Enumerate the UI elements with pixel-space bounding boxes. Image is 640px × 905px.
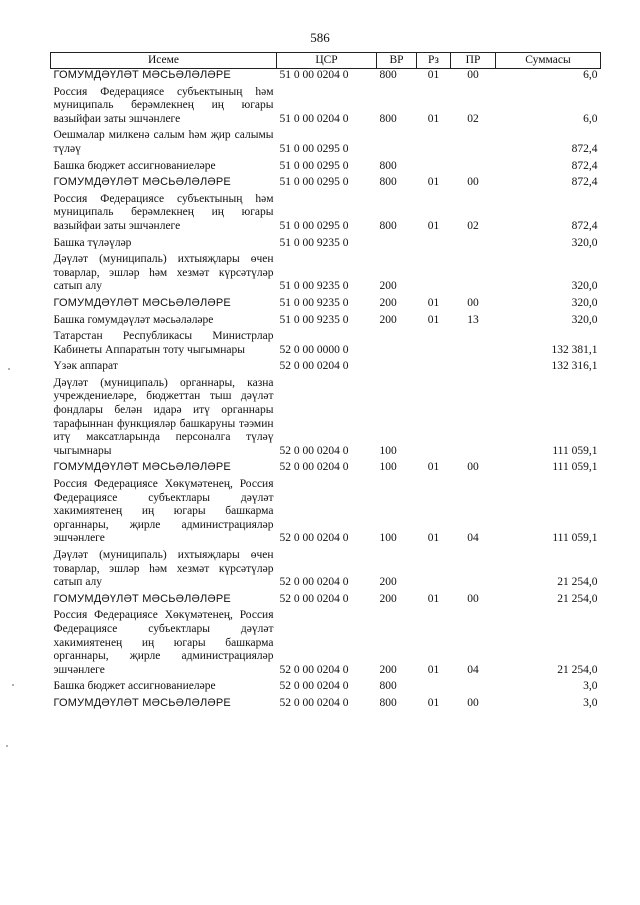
table-row — [51, 461, 601, 478]
cell-vr: 200 — [379, 576, 397, 589]
cell-sum: 320,0 — [571, 280, 598, 293]
table-body — [51, 69, 601, 714]
cell-pr: 00 — [467, 176, 479, 189]
table-row — [51, 176, 601, 193]
cell-pr — [451, 160, 496, 177]
table-row — [51, 330, 601, 360]
cell-vr: 800 — [379, 696, 397, 709]
cell-sum: 3,0 — [583, 680, 598, 693]
cell-vr: 200 — [379, 313, 397, 326]
cell-rz: 01 — [427, 592, 440, 605]
cell-pr: 04 — [467, 663, 479, 676]
cell-sum: 6,0 — [583, 69, 598, 81]
cell-vr: 200 — [379, 280, 397, 293]
cell-sum: 132 381,1 — [551, 343, 598, 356]
cell-rz: 01 — [427, 696, 440, 709]
cell-rz — [417, 330, 451, 360]
cell-rz: 01 — [427, 461, 440, 474]
table-row — [51, 86, 601, 130]
cell-rz — [417, 253, 451, 297]
cell-name: Башка бюджет ассигнованиеләре — [53, 680, 216, 693]
header-csr: ЦСР — [277, 53, 377, 69]
cell-name: Дәүләт (муниципаль) ихтыяҗлары өчен товарлар, эшләр һәм хезмәт күрсәтүләр сатып алу — [53, 253, 274, 293]
cell-sum: 872,4 — [571, 142, 598, 155]
table-row — [51, 253, 601, 297]
cell-rz — [417, 360, 451, 377]
cell-csr: 52 0 00 0204 0 — [279, 461, 349, 474]
cell-name: Россия Федерациясе Хөкүмәтенең, Россия Федерациясе субъектлары дәүләт хакимиятенең иң югары башкарма органнары, җирле администрацияләр эшчәнлеге — [53, 478, 274, 545]
cell-name: Үзәк аппарат — [53, 360, 118, 373]
cell-csr: 52 0 00 0204 0 — [279, 576, 349, 589]
page-number: 586 — [310, 30, 330, 45]
cell-sum: 111 059,1 — [552, 461, 598, 474]
cell-vr — [377, 129, 417, 159]
cell-csr: 51 0 00 0295 0 — [279, 159, 349, 172]
cell-rz: 01 — [427, 112, 440, 125]
cell-rz — [417, 129, 451, 159]
cell-vr: 800 — [379, 159, 397, 172]
cell-pr: 00 — [467, 696, 479, 709]
cell-vr: 100 — [379, 461, 397, 474]
cell-name: Дәүләт (муниципаль) органнары, казна учреждениеләре, бюджеттан тыш дәүләт фондлары белән идарә итү органнары тарафыннан функцияләр башкаруны тәэмин итү максатларында персоналга түләү чыгымнары — [53, 376, 274, 457]
cell-name: ГОМУМДӘҮЛӘТ МӘСЬӘЛӘЛӘРЕ — [53, 696, 231, 709]
cell-csr: 51 0 00 0204 0 — [279, 112, 349, 125]
table-row — [51, 193, 601, 237]
table-row — [51, 297, 601, 314]
table-row — [51, 697, 601, 714]
cell-csr: 52 0 00 0204 0 — [279, 680, 349, 693]
cell-name: Башка гомумдәүләт мәсьәләләре — [53, 313, 214, 326]
cell-csr: 51 0 00 9235 0 — [279, 236, 349, 249]
cell-rz — [417, 680, 451, 697]
cell-rz: 01 — [427, 532, 440, 545]
cell-name: Россия Федерациясе субъектының һәм муниципаль берәмлекнең иң югары вазыйфаи заты эшчәнлеге — [53, 85, 274, 125]
cell-vr — [377, 360, 417, 377]
cell-sum: 111 059,1 — [552, 532, 598, 545]
cell-sum: 21 254,0 — [557, 663, 598, 676]
cell-vr: 800 — [379, 176, 397, 189]
cell-vr — [377, 237, 417, 254]
cell-pr — [451, 377, 496, 462]
cell-sum: 320,0 — [571, 296, 598, 309]
table-row — [51, 360, 601, 377]
cell-csr: 51 0 00 0295 0 — [279, 219, 349, 232]
cell-sum: 3,0 — [583, 696, 598, 709]
cell-pr: 00 — [467, 461, 479, 474]
cell-csr: 51 0 00 9235 0 — [279, 280, 349, 293]
header-vr: ВР — [377, 53, 417, 69]
cell-csr: 52 0 00 0204 0 — [279, 696, 349, 709]
cell-csr: 52 0 00 0204 0 — [279, 532, 349, 545]
table-row — [51, 593, 601, 610]
cell-pr: 00 — [467, 69, 479, 81]
cell-sum: 21 254,0 — [557, 592, 598, 605]
budget-table — [50, 52, 601, 714]
cell-pr — [451, 360, 496, 377]
cell-pr — [451, 549, 496, 593]
table-row — [51, 69, 601, 86]
cell-pr: 13 — [467, 313, 479, 326]
header-name: Исеме — [51, 53, 277, 69]
cell-pr — [451, 680, 496, 697]
cell-rz: 01 — [427, 296, 440, 309]
cell-rz: 01 — [427, 219, 440, 232]
cell-rz: 01 — [427, 313, 440, 326]
cell-vr: 800 — [379, 69, 397, 81]
cell-pr: 00 — [467, 296, 479, 309]
cell-vr: 100 — [379, 532, 397, 545]
cell-name: Татарстан Республикасы Министрлар Кабинеты Аппаратын тоту чыгымнары — [53, 330, 274, 356]
cell-name: Башка түләүләр — [53, 236, 132, 249]
cell-sum: 872,4 — [571, 219, 598, 232]
cell-sum: 6,0 — [583, 112, 598, 125]
cell-rz: 01 — [427, 176, 440, 189]
cell-rz — [417, 549, 451, 593]
cell-sum: 111 059,1 — [552, 444, 598, 457]
cell-pr — [451, 253, 496, 297]
cell-vr: 200 — [379, 296, 397, 309]
table-row — [51, 680, 601, 697]
cell-pr: 02 — [467, 219, 479, 232]
cell-csr: 52 0 00 0204 0 — [279, 663, 349, 676]
cell-name: ГОМУМДӘҮЛӘТ МӘСЬӘЛӘЛӘРЕ — [53, 592, 231, 605]
table-row — [51, 377, 601, 462]
table-row — [51, 160, 601, 177]
cell-name: ГОМУМДӘҮЛӘТ МӘСЬӘЛӘЛӘРЕ — [53, 176, 231, 189]
cell-pr: 02 — [467, 112, 479, 125]
header-pr: ПР — [451, 53, 496, 69]
cell-name: Башка бюджет ассигнованиеләре — [53, 159, 216, 172]
cell-rz: 01 — [427, 663, 440, 676]
scan-mark — [6, 745, 8, 747]
cell-csr: 52 0 00 0204 0 — [279, 592, 349, 605]
cell-pr — [451, 129, 496, 159]
cell-pr — [451, 330, 496, 360]
cell-vr: 800 — [379, 112, 397, 125]
table-row — [51, 549, 601, 593]
cell-vr — [377, 330, 417, 360]
cell-csr: 52 0 00 0204 0 — [279, 360, 349, 373]
cell-rz — [417, 377, 451, 462]
cell-csr: 51 0 00 0295 0 — [279, 176, 349, 189]
cell-csr: 52 0 00 0000 0 — [279, 343, 349, 356]
cell-vr: 100 — [379, 444, 397, 457]
cell-rz: 01 — [427, 69, 440, 81]
header-rz: Рз — [417, 53, 451, 69]
cell-sum: 320,0 — [571, 236, 598, 249]
cell-rz — [417, 160, 451, 177]
cell-name: ГОМУМДӘҮЛӘТ МӘСЬӘЛӘЛӘРЕ — [53, 69, 231, 81]
table-row — [51, 478, 601, 549]
cell-name: Россия Федерациясе Хөкүмәтенең, Россия Федерациясе субъектлары дәүләт хакимиятенең иң югары башкарма органнары, җирле администрацияләр эшчәнлеге — [53, 609, 274, 676]
cell-csr: 51 0 00 0295 0 — [279, 142, 349, 155]
table-row — [51, 609, 601, 680]
cell-rz — [417, 237, 451, 254]
table-row — [51, 314, 601, 331]
cell-name: Дәүләт (муниципаль) ихтыяҗлары өчен товарлар, эшләр һәм хезмәт күрсәтүләр сатып алу — [53, 549, 274, 589]
table-row — [51, 129, 601, 159]
cell-csr: 51 0 00 0204 0 — [279, 69, 349, 81]
cell-vr: 800 — [379, 680, 397, 693]
cell-pr: 00 — [467, 592, 479, 605]
header-sum: Суммасы — [496, 53, 601, 69]
cell-name: ГОМУМДӘҮЛӘТ МӘСЬӘЛӘЛӘРЕ — [53, 461, 231, 474]
cell-sum: 21 254,0 — [557, 576, 598, 589]
cell-name: Оешмалар милкенә салым һәм җир салымы түләү — [53, 129, 274, 155]
cell-sum: 872,4 — [571, 159, 598, 172]
scan-mark — [12, 684, 14, 686]
cell-pr — [451, 237, 496, 254]
cell-sum: 132 316,1 — [551, 360, 598, 373]
cell-sum: 872,4 — [571, 176, 598, 189]
cell-sum: 320,0 — [571, 313, 598, 326]
cell-csr: 51 0 00 9235 0 — [279, 313, 349, 326]
scan-mark — [8, 368, 10, 370]
table-header-row — [51, 53, 601, 69]
cell-csr: 52 0 00 0204 0 — [279, 444, 349, 457]
cell-name: Россия Федерациясе субъектының һәм муниципаль берәмлекнең иң югары вазыйфаи заты эшчәнлеге — [53, 192, 274, 232]
cell-name: ГОМУМДӘҮЛӘТ МӘСЬӘЛӘЛӘРЕ — [53, 296, 231, 309]
cell-vr: 200 — [379, 663, 397, 676]
cell-csr: 51 0 00 9235 0 — [279, 296, 349, 309]
cell-pr: 04 — [467, 532, 479, 545]
table-row — [51, 237, 601, 254]
cell-vr: 800 — [379, 219, 397, 232]
cell-vr: 200 — [379, 592, 397, 605]
